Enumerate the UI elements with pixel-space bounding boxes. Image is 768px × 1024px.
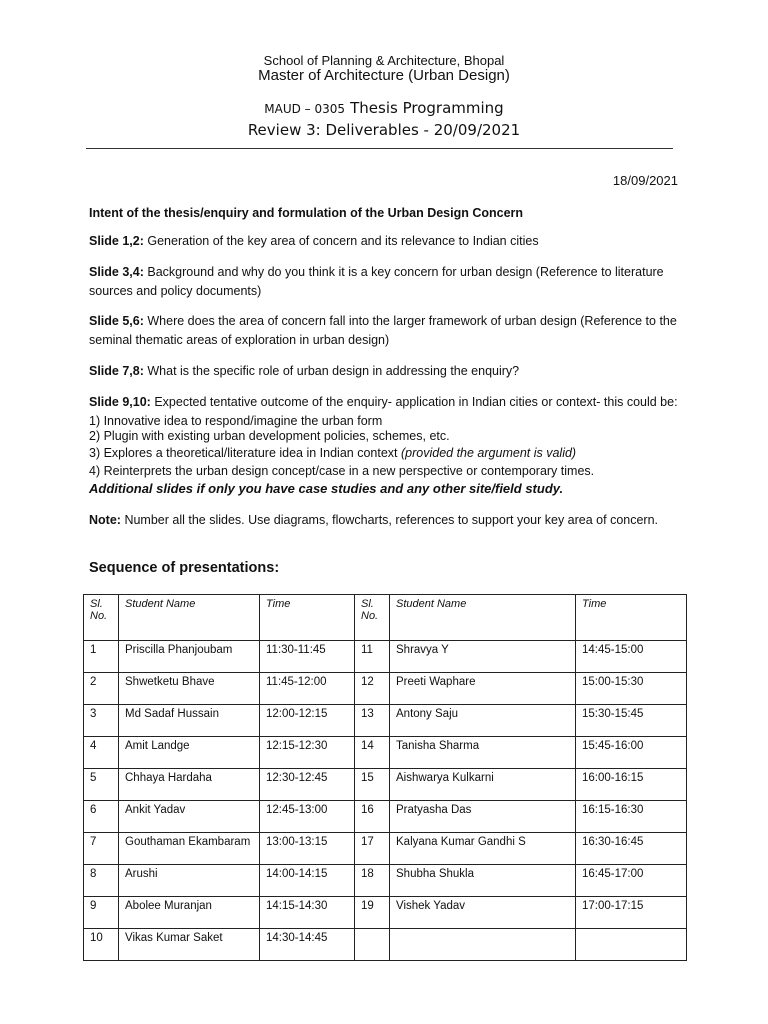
slide-text: Where does the area of concern fall into the larger framework of urban design (Reference to the seminal thematic areas of exploration in urban design) [89,314,677,347]
sl-no-cell: 16 [355,801,390,833]
student-name-cell: Vikas Kumar Saket [119,929,260,961]
time-cell: 15:00-15:30 [576,673,687,705]
sl-no-cell: 10 [84,929,119,961]
review-title: Review 3: Deliverables - 20/09/2021 [247,121,521,139]
time-cell: 12:15-12:30 [260,737,355,769]
table-row [84,673,687,705]
sl-no-cell: 8 [84,865,119,897]
sl-no-cell: 11 [355,641,390,673]
time-cell: 16:30-16:45 [576,833,687,865]
student-name-cell: Md Sadaf Hussain [119,705,260,737]
sl-no-cell: 17 [355,833,390,865]
note-paragraph [89,511,684,530]
additional-slides-note: Additional slides if only you have case studies and any other site/field study. [89,481,564,496]
student-name-cell [390,929,576,961]
student-name-cell: Chhaya Hardaha [119,769,260,801]
student-name-cell: Kalyana Kumar Gandhi S [390,833,576,865]
table-row [84,801,687,833]
time-cell: 12:00-12:15 [260,705,355,737]
sl-no-cell: 15 [355,769,390,801]
course-title [0,98,768,117]
student-name-cell: Vishek Yadav [390,897,576,929]
slide-text: Background and why do you think it is a key concern for urban design (Reference to literature sources and policy documents) [89,265,664,298]
time-cell: 14:15-14:30 [260,897,355,929]
outcome-item: 4) Reinterprets the urban design concept/case in a new perspective or contemporary times. [89,464,595,478]
slide-text: What is the specific role of urban design in addressing the enquiry? [147,364,520,378]
slide-item [89,263,684,301]
sl-no-cell: 6 [84,801,119,833]
sl-no-cell: 9 [84,897,119,929]
time-cell: 13:00-13:15 [260,833,355,865]
student-name-cell: Pratyasha Das [390,801,576,833]
student-name-cell: Abolee Muranjan [119,897,260,929]
document-date: 18/09/2021 [612,173,678,188]
time-cell: 12:30-12:45 [260,769,355,801]
slide-label: Slide 5,6: [89,314,144,328]
sl-no-cell: 13 [355,705,390,737]
student-name-cell: Shubha Shukla [390,865,576,897]
sequence-heading: Sequence of presentations: [89,560,280,576]
student-name-cell: Gouthaman Ekambaram [119,833,260,865]
sl-no-cell [355,929,390,961]
school-name: School of Planning & Architecture, Bhopal [263,53,505,68]
time-cell: 15:45-16:00 [576,737,687,769]
header-student-name: Student Name [119,595,260,641]
slide-label: Slide 1,2: [89,234,144,248]
program-name: Master of Architecture (Urban Design) [258,67,510,84]
time-cell [576,929,687,961]
schedule-table [83,594,687,961]
table-row [84,705,687,737]
header-sl-no: Sl. No. [84,595,119,641]
student-name-cell: Shravya Y [390,641,576,673]
slide-label: Slide 3,4: [89,265,144,279]
slide-item [89,362,684,381]
sl-no-cell: 18 [355,865,390,897]
time-cell: 14:45-15:00 [576,641,687,673]
outcome-item: 2) Plugin with existing urban development policies, schemes, etc. [89,429,450,443]
sl-no-cell: 4 [84,737,119,769]
student-name-cell: Antony Saju [390,705,576,737]
sl-no-cell: 3 [84,705,119,737]
sl-no-cell: 7 [84,833,119,865]
student-name-cell: Tanisha Sharma [390,737,576,769]
table-header-row [84,595,687,641]
header-student-name: Student Name [390,595,576,641]
time-cell: 16:15-16:30 [576,801,687,833]
header-divider [86,148,673,149]
note-text: Number all the slides. Use diagrams, flowcharts, references to support your key area of concern. [124,513,659,527]
header-time: Time [260,595,355,641]
student-name-cell: Ankit Yadav [119,801,260,833]
slide-item [89,232,684,251]
sl-no-cell: 19 [355,897,390,929]
student-name-cell: Arushi [119,865,260,897]
slide-label: Slide 7,8: [89,364,144,378]
time-cell: 17:00-17:15 [576,897,687,929]
slide-text: Expected tentative outcome of the enquiry- application in Indian cities or context- this could be: 1) Innovative idea to respond/imagine the urban form [89,395,678,428]
student-name-cell: Shwetketu Bhave [119,673,260,705]
student-name-cell: Preeti Waphare [390,673,576,705]
sl-no-cell: 14 [355,737,390,769]
table-row [84,769,687,801]
slide-item [89,312,684,350]
outcome-note: (provided the argument is valid) [401,446,577,460]
intent-heading: Intent of the thesis/enquiry and formulation of the Urban Design Concern [89,206,524,220]
table-row [84,929,687,961]
course-code: MAUD – 0305 [264,102,346,116]
table-row [84,641,687,673]
outcome-item [89,446,576,460]
time-cell: 16:00-16:15 [576,769,687,801]
note-label: Note: [89,513,121,527]
table-row [84,865,687,897]
table-row [84,833,687,865]
sl-no-cell: 12 [355,673,390,705]
time-cell: 14:00-14:15 [260,865,355,897]
time-cell: 14:30-14:45 [260,929,355,961]
time-cell: 12:45-13:00 [260,801,355,833]
student-name-cell: Amit Landge [119,737,260,769]
time-cell: 16:45-17:00 [576,865,687,897]
sl-no-cell: 2 [84,673,119,705]
table-row [84,897,687,929]
student-name-cell: Priscilla Phanjoubam [119,641,260,673]
course-name: Thesis Programming [350,99,504,117]
slide-label: Slide 9,10: [89,395,151,409]
time-cell: 11:45-12:00 [260,673,355,705]
table-row [84,737,687,769]
time-cell: 15:30-15:45 [576,705,687,737]
slide-item [89,393,684,431]
outcome-text: 3) Explores a theoretical/literature idea in Indian context [89,446,398,460]
header-time: Time [576,595,687,641]
header-sl-no: Sl. No. [355,595,390,641]
slide-text: Generation of the key area of concern and its relevance to Indian cities [147,234,539,248]
sl-no-cell: 1 [84,641,119,673]
student-name-cell: Aishwarya Kulkarni [390,769,576,801]
sl-no-cell: 5 [84,769,119,801]
time-cell: 11:30-11:45 [260,641,355,673]
